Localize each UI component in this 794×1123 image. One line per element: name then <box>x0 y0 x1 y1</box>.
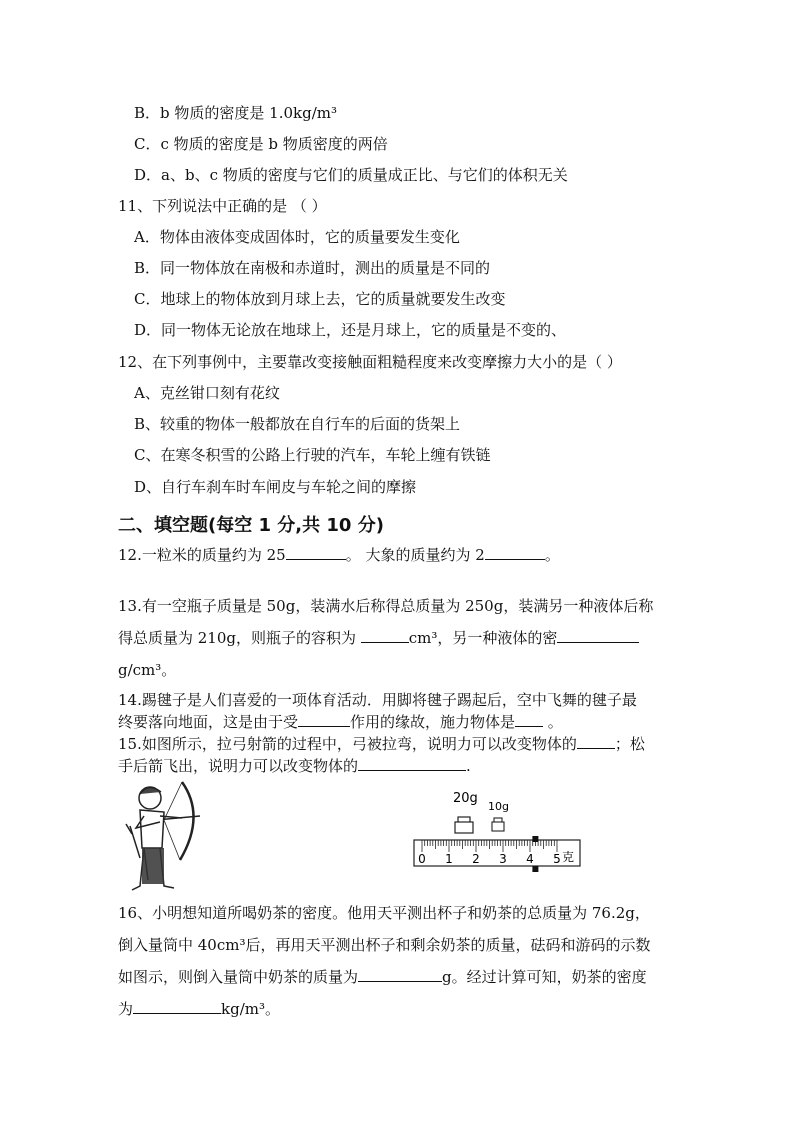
q15-line-1 <box>118 734 645 754</box>
scale-unit-label: 克 <box>562 850 575 864</box>
scale-tick-label: 4 <box>526 852 534 866</box>
weight-10g-label: 10g <box>488 800 509 813</box>
q13-text-2a: 得总质量为 210g，则瓶子的容积为 <box>118 629 361 647</box>
scale-tick-label: 3 <box>499 852 507 866</box>
answer-blank[interactable] <box>133 999 221 1014</box>
q10-option-b: B．b 物质的密度是 1.0kg/m³ <box>134 104 337 122</box>
answer-blank[interactable] <box>358 967 442 982</box>
q16-line-3 <box>118 967 647 987</box>
q13-line-3: g/cm³。 <box>118 661 177 679</box>
q11-option-b: B．同一物体放在南极和赤道时，测出的质量是不同的 <box>134 259 491 277</box>
q14-text-2c: 。 <box>543 713 563 731</box>
q11-option-a: A．物体由液体变成固体时，它的质量要发生变化 <box>134 228 460 246</box>
q16-text-4b: kg/m³。 <box>221 1000 280 1018</box>
weight-20g-icon <box>455 817 473 833</box>
q15-text-1b: ；松 <box>614 735 645 753</box>
answer-blank[interactable] <box>557 628 639 643</box>
answer-blank[interactable] <box>577 734 615 749</box>
answer-blank[interactable] <box>515 712 543 727</box>
q16-line-4 <box>118 999 280 1019</box>
rider-marker-top <box>532 836 538 842</box>
q13-line-2 <box>118 628 639 648</box>
q10-option-d: D．a、b、c 物质的密度与它们的质量成正比、与它们的体积无关 <box>134 166 568 184</box>
q16-text-3b: g。经过计算可知，奶茶的密度 <box>442 968 647 986</box>
q16-text-3a: 如图示，则倒入量筒中奶茶的质量为 <box>118 968 359 986</box>
q15-text-1a: 15.如图所示，拉弓射箭的过程中，弓被拉弯，说明力可以改变物体的 <box>118 735 577 753</box>
q14-text-2b: 作用的缘故，施力物体是 <box>350 713 516 731</box>
answer-blank[interactable] <box>361 628 409 643</box>
q15-text-2a: 手后箭飞出，说明力可以改变物体的 <box>118 757 359 775</box>
q15-line-2 <box>118 756 471 776</box>
q16-line-1: 16、小明想知道所喝奶茶的密度。他用天平测出杯子和奶茶的总质量为 76.2g， <box>118 904 650 922</box>
q16-text-4a: 为 <box>118 1000 134 1018</box>
answer-blank[interactable] <box>298 712 350 727</box>
q16-line-2: 倒入量筒中 40cm³后，再用天平测出杯子和剩余奶茶的质量，砝码和游码的示数 <box>118 936 651 954</box>
q12-fill-text-1: 12.一粒米的质量约为 25 <box>118 546 286 564</box>
q12-option-a: A、克丝钳口刻有花纹 <box>134 384 280 402</box>
scale-tick-label: 5 <box>553 852 561 866</box>
scale-tick-label: 2 <box>472 852 480 866</box>
q12-stem: 12、在下列事例中，主要靠改变接触面粗糙程度来改变摩擦力大小的是（ ） <box>118 353 622 371</box>
answer-blank[interactable] <box>286 545 346 560</box>
q12-fill-text-2: 。 大象的质量约为 2 <box>345 546 485 564</box>
rider-marker-bottom <box>532 866 538 872</box>
q12-option-b: B、较重的物体一般都放在自行车的后面的货架上 <box>134 415 461 433</box>
q11-option-d: D．同一物体无论放在地球上，还是月球上，它的质量是不变的、 <box>134 321 567 339</box>
q10-option-c: C．c 物质的密度是 b 物质密度的两倍 <box>134 135 388 153</box>
weight-20g-label: 20g <box>453 791 478 806</box>
answer-blank[interactable] <box>485 545 545 560</box>
weight-10g-icon <box>492 818 504 831</box>
q13-text-2b: cm³，另一种液体的密 <box>408 629 558 647</box>
q12-fill-text-3: 。 <box>544 546 560 564</box>
q13-line-1: 13.有一空瓶子质量是 50g，装满水后称得总质量为 250g，装满另一种液体后称 <box>118 597 654 615</box>
archer-illustration <box>120 776 206 894</box>
q14-line-1: 14.踢毽子是人们喜爱的一项体育活动．用脚将毽子踢起后，空中飞舞的毽子最 <box>118 691 637 709</box>
balance-scale-figure <box>408 786 584 878</box>
q12-option-d: D、自行车刹车时车闸皮与车轮之间的摩擦 <box>134 478 417 496</box>
q11-stem: 11、下列说法中正确的是 （ ） <box>118 197 327 215</box>
answer-blank[interactable] <box>358 756 466 771</box>
q12-fill <box>118 545 560 565</box>
scale-tick-label: 0 <box>418 852 426 866</box>
q14-line-2 <box>118 712 563 732</box>
q15-text-2b: . <box>466 757 471 775</box>
q14-text-2a: 终要落向地面，这是由于受 <box>118 713 299 731</box>
q12-option-c: C、在寒冬积雪的公路上行驶的汽车，车轮上缠有铁链 <box>134 446 491 464</box>
scale-tick-label: 1 <box>445 852 453 866</box>
q11-option-c: C．地球上的物体放到月球上去，它的质量就要发生改变 <box>134 290 506 308</box>
section-heading: 二、填空题(每空 1 分,共 10 分) <box>118 515 384 536</box>
